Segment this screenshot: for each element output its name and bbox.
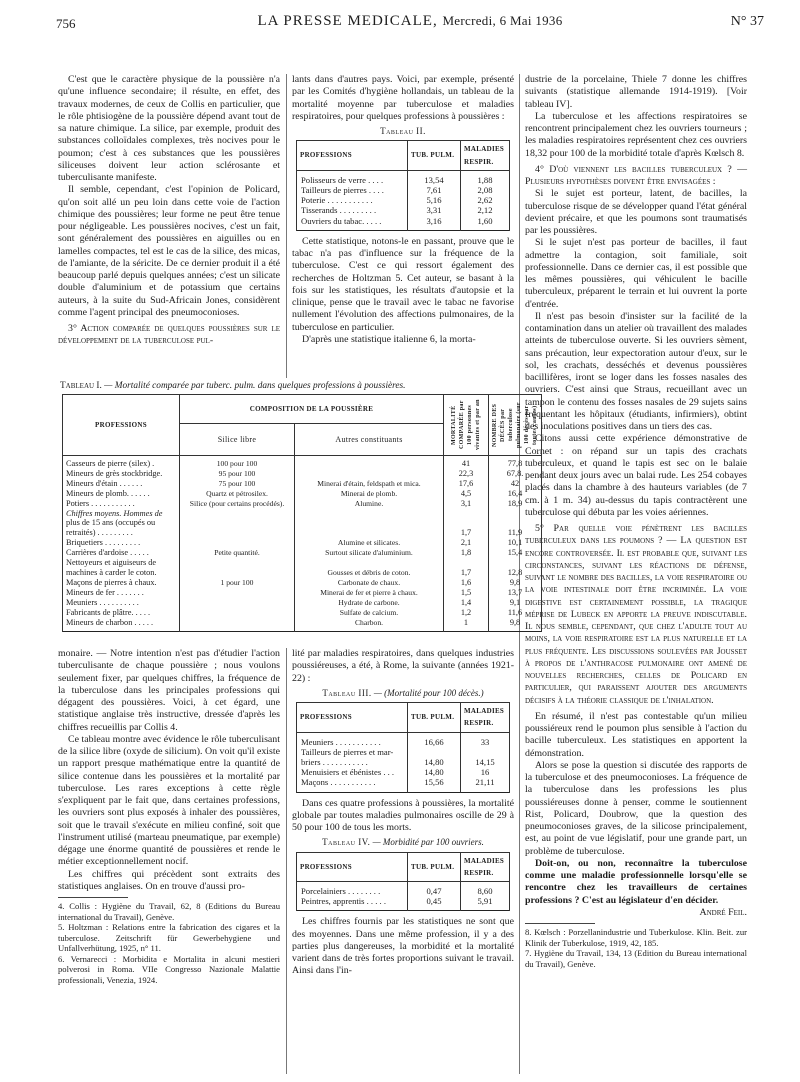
table-cell: 14,15 — [461, 757, 510, 767]
table-row — [63, 479, 542, 489]
table-cell: 1,88 — [461, 170, 510, 185]
table-cell: 17,6 — [444, 479, 489, 489]
table-cell: Nettoyeurs et aiguiseurs de — [63, 558, 180, 568]
table-cell: 13,54 — [408, 170, 461, 185]
table-cell: Minerai de fer et pierre à chaux. — [295, 588, 444, 598]
table-cell — [489, 518, 542, 528]
column-header: Autres constituants — [295, 424, 444, 456]
table-cell: 15,56 — [408, 777, 461, 792]
table-cell — [180, 528, 295, 538]
table-cell: Quartz et pétrosilex. — [180, 489, 295, 499]
table-cell: Peintres, apprentis . . . . . — [297, 896, 408, 911]
table-2 — [296, 140, 510, 231]
column-header: PROFESSIONS — [297, 141, 408, 171]
table-4 — [296, 852, 510, 912]
table-cell: Gousses et débris de coton. — [295, 568, 444, 578]
column-header: COMPOSITION DE LA POUSSIÈRE — [180, 395, 444, 424]
table-cell: 1,60 — [461, 216, 510, 231]
table-cell: 0,45 — [408, 896, 461, 911]
table-cell: 1,5 — [444, 588, 489, 598]
paragraph: lants dans d'autres pays. Voici, par exemple, présenté par les Comités d'hygiène hollandais, un tableau de la mortalité moyenne par tuberculose et maladies respiratoires, pour quelques professions à poussières : — [292, 74, 514, 122]
table-cell: Surtout silicate d'aluminium. — [295, 548, 444, 558]
table-cell: Porcelainiers . . . . . . . . — [297, 882, 408, 897]
table-cell: 14,80 — [408, 757, 461, 767]
table-cell — [295, 456, 444, 469]
table-cell: 77,8 — [489, 456, 542, 469]
page-header — [56, 12, 764, 38]
column-2-bottom — [292, 648, 514, 978]
table-cell: 9,1 — [489, 598, 542, 608]
issue-date: Mercredi, 6 Mai 1936 — [442, 13, 563, 28]
table-cell: Minerai de plomb. — [295, 489, 444, 499]
column-3 — [525, 74, 747, 969]
table-cell — [180, 518, 295, 528]
table-cell: Potiers . . . . . . . . . . . — [63, 499, 180, 509]
table-row — [297, 747, 510, 757]
table-cell: 21,11 — [461, 777, 510, 792]
table-cell: 75 pour 100 — [180, 479, 295, 489]
paragraph: Il semble, cependant, c'est l'opinion de Policard, qu'on soit allé un peu loin dans cette voie de l'action chimique des poussières; leur forme ne peut être tenue pour négligeable. Les poussières nocives, c'est un fait, sont généralement des poussières en aiguilles ou en lamelles compactes, tel est le cas de la silice, des micas, de l'amiante, de la séricite. De ce dernier produit il a été beaucoup parlé depuis quelques années; c'est un silicate double d'aluminium et de potassium que certains auteurs, à la suite du Sud-Africain Jones, considèrent comme l'agent principal des pneumoconioses. — [58, 184, 280, 318]
paragraph: Si le sujet n'est pas porteur de bacilles, il faut admettre la contagion, soit familiale, soit professionnelle. Dans ce dernier cas, il est possible que les mêmes poussières, qui véhiculent le bacille tuberculeux, préparent le terrain et lui ouvrent la porte d'entrée. — [525, 237, 747, 310]
column-header: PROFESSIONS — [297, 852, 408, 882]
table-cell — [295, 558, 444, 568]
paragraph: Les chiffres qui précèdent sont extraits des statistiques anglaises. On en trouve d'aussi pro- — [58, 868, 280, 892]
table-cell: Ouvriers du tabac. . . . . — [297, 216, 408, 231]
table-cell: 3,31 — [408, 205, 461, 215]
table-cell — [180, 568, 295, 578]
journal-name: LA PRESSE MEDICALE, — [257, 13, 438, 29]
table-3 — [296, 702, 510, 793]
table-cell — [180, 588, 295, 598]
table-cell: Mineurs de fer . . . . . . . — [63, 588, 180, 598]
table-1-label: Tableau I. — [60, 381, 102, 391]
table-row — [63, 538, 542, 548]
table-4-caption: Tableau IV. — Morbidité par 100 ouvriers. — [322, 837, 484, 848]
table-cell: Charbon. — [295, 618, 444, 632]
table-cell: 1,8 — [444, 548, 489, 558]
table-cell: Hydrate de carbone. — [295, 598, 444, 608]
column-header: NOMBRE DES DÉCÈS par tuberculose pulmonaire (sur 100 décès par toutes causes) — [489, 395, 542, 456]
table-cell: Chiffres moyens. Hommes de — [63, 509, 180, 519]
table-cell — [180, 509, 295, 519]
table-cell: Sulfate de calcium. — [295, 608, 444, 618]
column-header: PROFESSIONS — [63, 395, 180, 456]
paragraph: Ce tableau montre avec évidence le rôle tuberculisant de la silice libre (oxyde de silicium). On voit qu'il existe un rapport presque mathématique entre la quantité de silice contenue dans les poussières et la mortalité par tuberculose. Les rares exceptions à cette règle s'expliquent par le fait que, dans certaines professions, les ouvriers sont plus exposés à inhaler des poussières, soit que le travail s'exécute en milieu confiné, soit que l'instrument utilisé (marteau pneumatique, par exemple) dégage une énorme quantité de poussières et rende le métier exceptionnellement nocif. — [58, 733, 280, 868]
table-cell — [444, 558, 489, 568]
table-cell: 2,08 — [461, 185, 510, 195]
table-cell — [295, 518, 444, 528]
table-cell: 12,8 — [489, 568, 542, 578]
table-cell: Meuniers . . . . . . . . . . . — [297, 732, 408, 747]
table-1-caption-text: — Mortalité comparée par tuberc. pulm. dans quelques professions à poussières. — [104, 381, 406, 391]
table-cell: 2,1 — [444, 538, 489, 548]
footnote: 4. Collis : Hygiène du Travail, 62, 8 (Editions du Bureau international du Travail), Genève. — [58, 901, 280, 922]
paragraph: Alors se pose la question si discutée des rapports de la tuberculose et des pneumoconioses. La fréquence de la tuberculose dans les professions les plus poussiéreuses donne à penser, comme le soutiennent Rist, Policard, Doubrow, que la question des pneumoconioses graves, de la silicose principalement, est, au point de vue législatif, pour une grande part, un problème de tuberculose. — [525, 759, 747, 857]
table-row — [63, 518, 542, 528]
table-cell: 4,5 — [444, 489, 489, 499]
column-header: MALADIES RESPIR. — [461, 852, 510, 882]
table-cell — [489, 509, 542, 519]
paragraph: Les chiffres fournis par les statistiques ne sont que des moyennes. Dans une même profession, il y a des parties plus dangereuses, la morbidité et la mortalité varient dans de très fortes proportions suivant le travail. Ainsi dans l'in- — [292, 916, 514, 977]
table-row — [63, 499, 542, 509]
paragraph: Citons aussi cette expérience démonstrative de Cornet : on répand sur un tapis des crachats tuberculeux, et quand le tapis est sec on le balaie pendant deux jours avec un balai rude. Les 254 cobayes placés dans la chambre à des hauteurs variables (de 7 cm. à 1 m. 34) au-dessus du tapis contractèrent une tuberculose qui débuta par les voies aériennes. — [525, 433, 747, 518]
section-heading: 5° Par quelle voie pénètrent les bacilles tuberculeux dans les poumons ? — La question est encore controversée. Il est probable que, suivant les circonstances, suivant les réactions de défense, suivant le nombre des bacilles, la voie respiratoire ou la voie intestinale doit être incriminée. La voie digestive est certainement possible, la tragique méprise de Lubeck en apporte la preuve indiscutable. Il nous semble, cependant, que chez l'adulte tout au moins, la voie respiratoire est la plus naturelle et la plus fréquente. Les discussions soulevées par Jousset à propos de l'anthracose pulmonaire ont amené de nouvelles recherches, celles de Policard en particulier, qui paraissent ajouter des arguments décisifs à la théorie classique de l'inhalation. — [525, 523, 747, 706]
paragraph: Il n'est pas besoin d'insister sur la facilité de la contamination dans un atelier où travaillent des malades atteints de tuberculose ouverte. Si les ouvriers sèment, sans précaution, leur expectoration autour d'eux, sur le sol, les crachats, desséchés et devenus poussières bacillifères, iront se loger dans les fosses nasales des ouvriers. C'est ainsi que Straus, recueillant avec un tampon le contenu des fosses nasales de 29 sujets sains fréquentant les hôpitaux (étudiants, infirmiers), obtint des inoculations positives dans un tiers des cas. — [525, 310, 747, 432]
table-cell: Polisseurs de verre . . . . — [297, 170, 408, 185]
table-cell: 16,4 — [489, 489, 542, 499]
column-header: TUB. PULM. — [408, 852, 461, 882]
table-cell: Maçons de pierres à chaux. — [63, 578, 180, 588]
paragraph: Doit-on, ou non, reconnaître la tuberculose comme une maladie professionnelle lorsqu'elle se rencontre chez les travailleurs de certaines professions ? C'est au législateur d'en décider. — [525, 857, 747, 906]
table-cell — [180, 558, 295, 568]
table-cell: 0,47 — [408, 882, 461, 897]
column-header: MORTALITÉ COMPARÉE par 100 personnes vivantes et par an — [444, 395, 489, 456]
footnote-rule — [58, 897, 128, 898]
table-cell: 5,16 — [408, 195, 461, 205]
table-cell: Mineurs d'étain . . . . . . — [63, 479, 180, 489]
table-cell: 3,16 — [408, 216, 461, 231]
table-row — [63, 469, 542, 479]
page-number: 756 — [56, 16, 76, 31]
journal-title — [56, 13, 764, 30]
table-cell: Tailleurs de pierres . . . . — [297, 185, 408, 195]
table-cell: Silice (pour certains procédés). — [180, 499, 295, 509]
table-1 — [62, 394, 542, 632]
table-cell: 16 — [461, 767, 510, 777]
column-separator — [286, 648, 287, 1074]
table-row — [297, 205, 510, 215]
table-row — [63, 598, 542, 608]
table-row — [63, 456, 542, 469]
table-cell: Casseurs de pierre (silex) . — [63, 456, 180, 469]
footnote: 7. Hygiène du Travail, 134, 13 (Edition du Bureau international du Travail), Genève. — [525, 948, 747, 969]
table-cell: briers . . . . . . . . . . . — [297, 757, 408, 767]
table-cell: 8,60 — [461, 882, 510, 897]
table-1-caption — [60, 381, 560, 391]
table-cell: 2,62 — [461, 195, 510, 205]
table-cell: Carbonate de chaux. — [295, 578, 444, 588]
table-cell — [461, 747, 510, 757]
table-cell: Poterie . . . . . . . . . . . — [297, 195, 408, 205]
paragraph: dustrie de la porcelaine, Thiele 7 donne les chiffres suivants (statistique allemande 1914-1919). [Voir tableau IV]. — [525, 74, 747, 110]
table-cell: 11,6 — [489, 608, 542, 618]
table-cell: 16,66 — [408, 732, 461, 747]
table-row — [297, 896, 510, 911]
paragraph: C'est que le caractère physique de la poussière n'a qu'une influence secondaire; il résulte, en effet, des travaux modernes, de ceux de Collis en particulier, que le rôle phtisiogène de la poussière dépend avant tout de sa nature chimique. La silice, par exemple, produit des substances colloïdales complexes, très nocives pour le poumon; c'est à ces substances que les poussières siliceuses doivent leur action sclérosante et tuberculisante manifeste. — [58, 74, 280, 183]
table-row — [297, 732, 510, 747]
section-heading: 3° Action comparée de quelques poussières sur le développement de la tuberculose pul- — [58, 323, 280, 347]
table-cell: 9,8 — [489, 618, 542, 632]
table-2-label: Tableau II. — [380, 126, 426, 136]
table-cell — [444, 509, 489, 519]
table-cell: Alumine et silicates. — [295, 538, 444, 548]
table-cell: 1,4 — [444, 598, 489, 608]
paragraph: monaire. — Notre intention n'est pas d'étudier l'action tuberculisante de chaque poussière ; nous voulons seulement fixer, par quelques chiffres, la fréquence de la tuberculose dans les principales professions qui dégagent des poussières. Voici, à cet égard, une statistique anglaise très instructive, dressée d'après les chiffres recueillis par Collis 4. — [58, 648, 280, 733]
column-2-top — [292, 74, 514, 346]
table-cell: 100 pour 100 — [180, 456, 295, 469]
table-cell: 33 — [461, 732, 510, 747]
table-cell — [408, 747, 461, 757]
table-row — [63, 509, 542, 519]
table-cell: 1 — [444, 618, 489, 632]
table-row — [63, 568, 542, 578]
paragraph: lité par maladies respiratoires, dans quelques industries poussiéreuses, a été, à Rome, la suivante (années 1921-22) : — [292, 648, 514, 684]
table-cell: 42 — [489, 479, 542, 489]
table-cell: 10,1 — [489, 538, 542, 548]
table-row — [297, 185, 510, 195]
table-cell — [180, 598, 295, 608]
footnote-rule — [525, 923, 595, 924]
table-row — [63, 548, 542, 558]
table-cell: 7,61 — [408, 185, 461, 195]
table-cell: Briquetiers . . . . . . . . . — [63, 538, 180, 548]
table-row — [63, 588, 542, 598]
table-row — [297, 757, 510, 767]
table-row — [297, 767, 510, 777]
table-row — [63, 528, 542, 538]
table-cell: 1,2 — [444, 608, 489, 618]
table-cell: 1 pour 100 — [180, 578, 295, 588]
table-cell: 95 pour 100 — [180, 469, 295, 479]
paragraph: D'après une statistique italienne 6, la morta- — [302, 333, 476, 345]
table-row — [297, 216, 510, 231]
column-header: MALADIES RESPIR. — [461, 703, 510, 733]
table-cell: 18,9 — [489, 499, 542, 509]
table-cell: 22,3 — [444, 469, 489, 479]
table-3-caption: Tableau III. — (Mortalité pour 100 décès.) — [322, 687, 484, 698]
table-cell: 14,80 — [408, 767, 461, 777]
table-row — [63, 489, 542, 499]
table-cell — [180, 608, 295, 618]
paragraph: Si le sujet est porteur, latent, de bacilles, la tuberculose risque de se développer quand l'état général devient précaire, et que les poumons sont traumatisés par les poussières. — [525, 188, 747, 236]
table-row — [63, 618, 542, 632]
table-cell: 3,1 — [444, 499, 489, 509]
paragraph: La tuberculose et les affections respiratoires se rencontrent principalement chez les ouvriers tourneurs ; les maladies respiratoires représentent chez ces ouvriers 18,32 pour 100 de la morbidité totale d'après Kœlsch 8. — [525, 110, 747, 159]
table-cell: Mineurs de plomb. . . . . . — [63, 489, 180, 499]
column-header: TUB. PULM. — [408, 141, 461, 171]
footnote: 5. Holtzman : Relations entre la fabrication des cigares et la tuberculose. Zeitschrift für Gewerbehygiene und Unfallverhütung, 1925, n° 11. — [58, 922, 280, 953]
issue-number: N° 37 — [730, 14, 764, 29]
author-signature: André Feil. — [699, 906, 747, 918]
table-cell — [295, 469, 444, 479]
table-row — [63, 608, 542, 618]
table-row — [297, 170, 510, 185]
footnote: 6. Vernarecci : Morbidita e Mortalita in alcuni mestieri polverosi in Roma. VIIe Congresso Nazionale Malattie professionali, Venezia, 1924. — [58, 953, 280, 985]
table-cell: Maçons . . . . . . . . . . . — [297, 777, 408, 792]
table-cell: 5,91 — [461, 896, 510, 911]
table-cell: 13,7 — [489, 588, 542, 598]
table-cell: Alumine. — [295, 499, 444, 509]
table-row — [297, 882, 510, 897]
section-heading: 4° D'où viennent les bacilles tuberculeux ? — Plusieurs hypothèses doivent être envisagées : — [525, 163, 747, 187]
table-cell: plus de 15 ans (occupés ou — [63, 518, 180, 528]
column-separator — [286, 74, 287, 378]
table-row — [297, 777, 510, 792]
table-cell: Mineurs de grès stockbridge. — [63, 469, 180, 479]
paragraph: Dans ces quatre professions à poussières, la mortalité globale par toutes maladies pulmonaires oscille de 29 à 50 pour 100 de tous les morts. — [292, 797, 514, 834]
table-cell: 11,9 — [489, 528, 542, 538]
table-cell: Carrières d'ardoise . . . . . — [63, 548, 180, 558]
table-cell: Fabricants de plâtre. . . . . — [63, 608, 180, 618]
table-cell: 2,12 — [461, 205, 510, 215]
table-cell: Tisserands . . . . . . . . . — [297, 205, 408, 215]
table-cell — [444, 518, 489, 528]
table-cell: 41 — [444, 456, 489, 469]
table-row — [297, 195, 510, 205]
table-cell: 67,8. — [489, 469, 542, 479]
footnotes-col3 — [525, 927, 747, 969]
table-cell: Mineurs de charbon . . . . . — [63, 618, 180, 632]
table-cell: 1,7 — [444, 528, 489, 538]
table-cell: 15,4 — [489, 548, 542, 558]
paragraph: Cette statistique, notons-le en passant, prouve que le tabac n'a pas d'influence sur la fréquence de la tuberculose. C'est ce qui ressort également des recherches de Holtzman 5. Cet auteur, se basant à la fois sur les statistiques, les résultats d'autopsie et la clinique, pense que le travail avec le tabac ne favorise nullement l'évolution des affections pulmonaires, de la tuberculose en particulier. — [292, 235, 514, 333]
table-cell — [295, 528, 444, 538]
table-cell: Petite quantité. — [180, 548, 295, 558]
column-header: PROFESSIONS — [297, 703, 408, 733]
table-cell: Meuniers . . . . . . . . . . — [63, 598, 180, 608]
table-cell: 1,6 — [444, 578, 489, 588]
column-header: MALADIES RESPIR. — [461, 141, 510, 171]
table-cell — [180, 618, 295, 632]
table-cell — [489, 558, 542, 568]
table-cell — [180, 538, 295, 548]
table-cell: Tailleurs de pierres et mar- — [297, 747, 408, 757]
table-cell: machines à carder le coton. — [63, 568, 180, 578]
footnote: 8. Kœlsch : Porzellanindustrie und Tuberkulose. Klin. Beit. zur Klinik der Tuberkulose, 1919, 42, 185. — [525, 927, 747, 948]
table-cell: 1,7 — [444, 568, 489, 578]
column-1-top — [58, 74, 280, 348]
column-header: Silice libre — [180, 424, 295, 456]
table-cell — [295, 509, 444, 519]
column-header: TUB. PULM. — [408, 703, 461, 733]
table-cell: 9,8 — [489, 578, 542, 588]
paragraph: En résumé, il n'est pas contestable qu'un milieu poussiéreux rend le poumon plus sensible à l'action du bacille tuberculeux. Les statistiques en apportent la démonstration. — [525, 710, 747, 759]
footnotes-col1 — [58, 901, 280, 985]
table-row — [63, 558, 542, 568]
table-cell: retraités) . . . . . . . . . — [63, 528, 180, 538]
table-cell: Menuisiers et ébénistes . . . — [297, 767, 408, 777]
table-row — [63, 578, 542, 588]
column-1-bottom — [58, 648, 280, 985]
table-cell: Minerai d'étain, feldspath et mica. — [295, 479, 444, 489]
